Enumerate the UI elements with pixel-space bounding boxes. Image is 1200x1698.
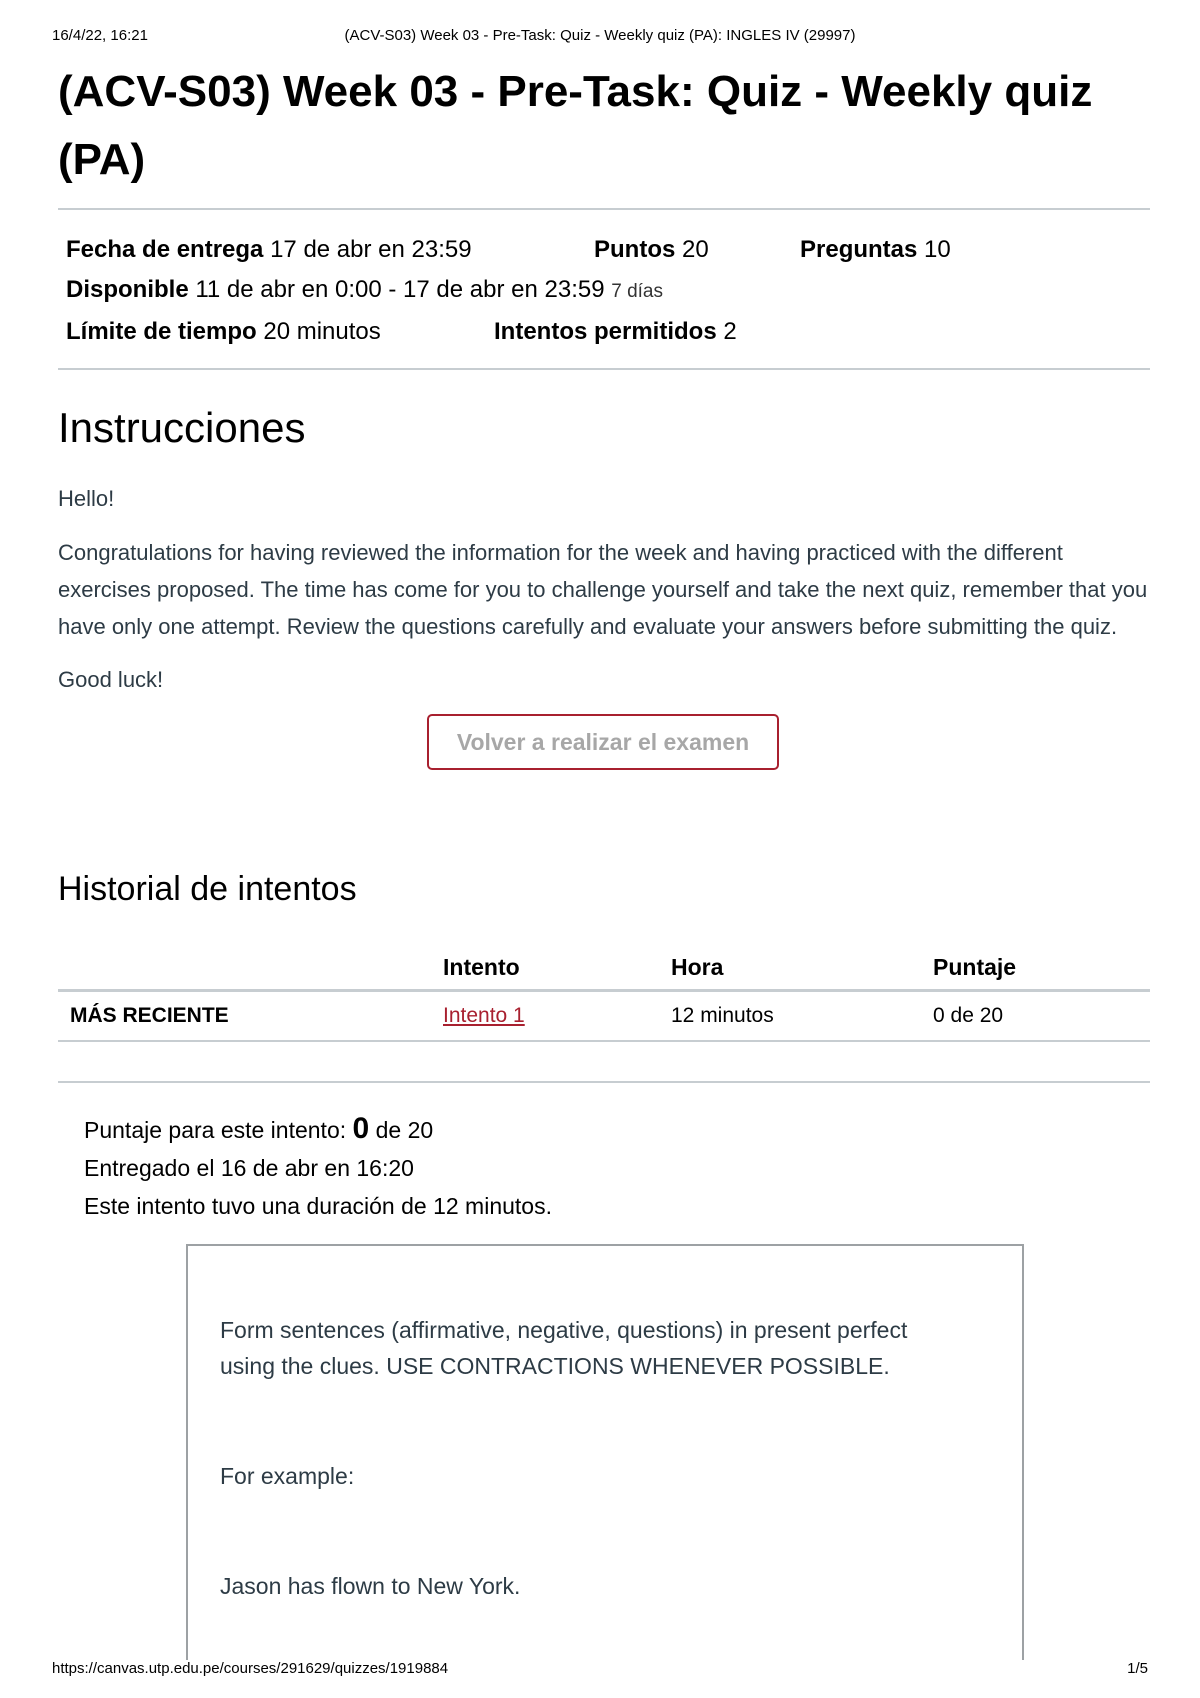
score-line: Puntaje para este intento: 0 de 20 xyxy=(84,1112,434,1145)
latest-label: MÁS RECIENTE xyxy=(58,991,443,1042)
retake-wrapper xyxy=(427,714,779,770)
column-header-attempt: Intento xyxy=(443,945,671,991)
details-row-2 xyxy=(66,270,1142,312)
divider xyxy=(58,368,1150,370)
attempt-time: 12 minutos xyxy=(671,991,933,1042)
divider xyxy=(58,1081,1150,1083)
instructions-hello: Hello! xyxy=(58,486,115,511)
instructions-body: Congratulations for having reviewed the information for the week and having practiced with the different exercises proposed. The time has come for you to challenge yourself and take the next quiz, remember that you have only one attempt. Review the questions carefully and evaluate your answers before submitting the quiz. xyxy=(58,540,1148,639)
table-header-row xyxy=(58,945,1150,991)
attempt-1-link[interactable]: Intento 1 xyxy=(443,1004,525,1027)
page-number: 1/5 xyxy=(1127,1660,1148,1677)
details-row-3 xyxy=(66,312,1142,352)
allowed-attempts: Intentos permitidos 2 xyxy=(494,318,737,345)
attempt-cell xyxy=(443,991,671,1042)
column-header-score: Puntaje xyxy=(933,945,1150,991)
example-sentence: Jason has flown to New York. xyxy=(220,1573,521,1599)
quiz-content xyxy=(58,58,1150,698)
column-header-time: Hora xyxy=(671,945,933,991)
page-title: (ACV-S03) Week 03 - Pre-Task: Quiz - Weekly quiz (PA) xyxy=(58,67,1093,184)
example-label: For example: xyxy=(220,1463,355,1489)
print-date: 16/4/22, 16:21 xyxy=(52,27,148,44)
points: Puntos 20 xyxy=(594,236,709,263)
score-value: 0 xyxy=(352,1112,370,1145)
details-row-1 xyxy=(66,230,1142,270)
print-header xyxy=(0,27,1200,49)
print-footer xyxy=(0,1660,1200,1682)
print-url: https://canvas.utp.edu.pe/courses/291629/quizzes/1919884 xyxy=(52,1660,449,1677)
attempt-history-heading: Historial de intentos xyxy=(58,870,357,908)
duration-line: Este intento tuvo una duración de 12 minutos. xyxy=(84,1193,552,1219)
instructions-closing: Good luck! xyxy=(58,667,164,692)
instructions-heading: Instrucciones xyxy=(58,404,306,451)
quiz-details xyxy=(58,210,1150,368)
question-instruction: Form sentences (affirmative, negative, questions) in present perfect using the clues. USE CONTRACTIONS WHENEVER POSSIBLE. xyxy=(220,1317,908,1379)
availability: Disponible 11 de abr en 0:00 - 17 de abr en 23:59 7 días xyxy=(66,276,663,303)
table-row xyxy=(58,991,1150,1042)
questions-count: Preguntas 10 xyxy=(800,236,951,263)
time-limit: Límite de tiempo 20 minutos xyxy=(66,318,381,345)
print-title: (ACV-S03) Week 03 - Pre-Task: Quiz - Weekly quiz (PA): INGLES IV (29997) xyxy=(344,27,856,44)
question-box xyxy=(186,1244,1024,1660)
attempt-score: 0 de 20 xyxy=(933,991,1150,1042)
due-date: Fecha de entrega 17 de abr en 23:59 xyxy=(66,236,472,263)
attempt-history-table xyxy=(58,945,1150,1042)
attempt-score-summary xyxy=(84,1110,552,1225)
column-header xyxy=(58,945,443,991)
retake-quiz-button[interactable]: Volver a realizar el examen xyxy=(427,714,779,770)
submitted-line: Entregado el 16 de abr en 16:20 xyxy=(84,1155,414,1181)
